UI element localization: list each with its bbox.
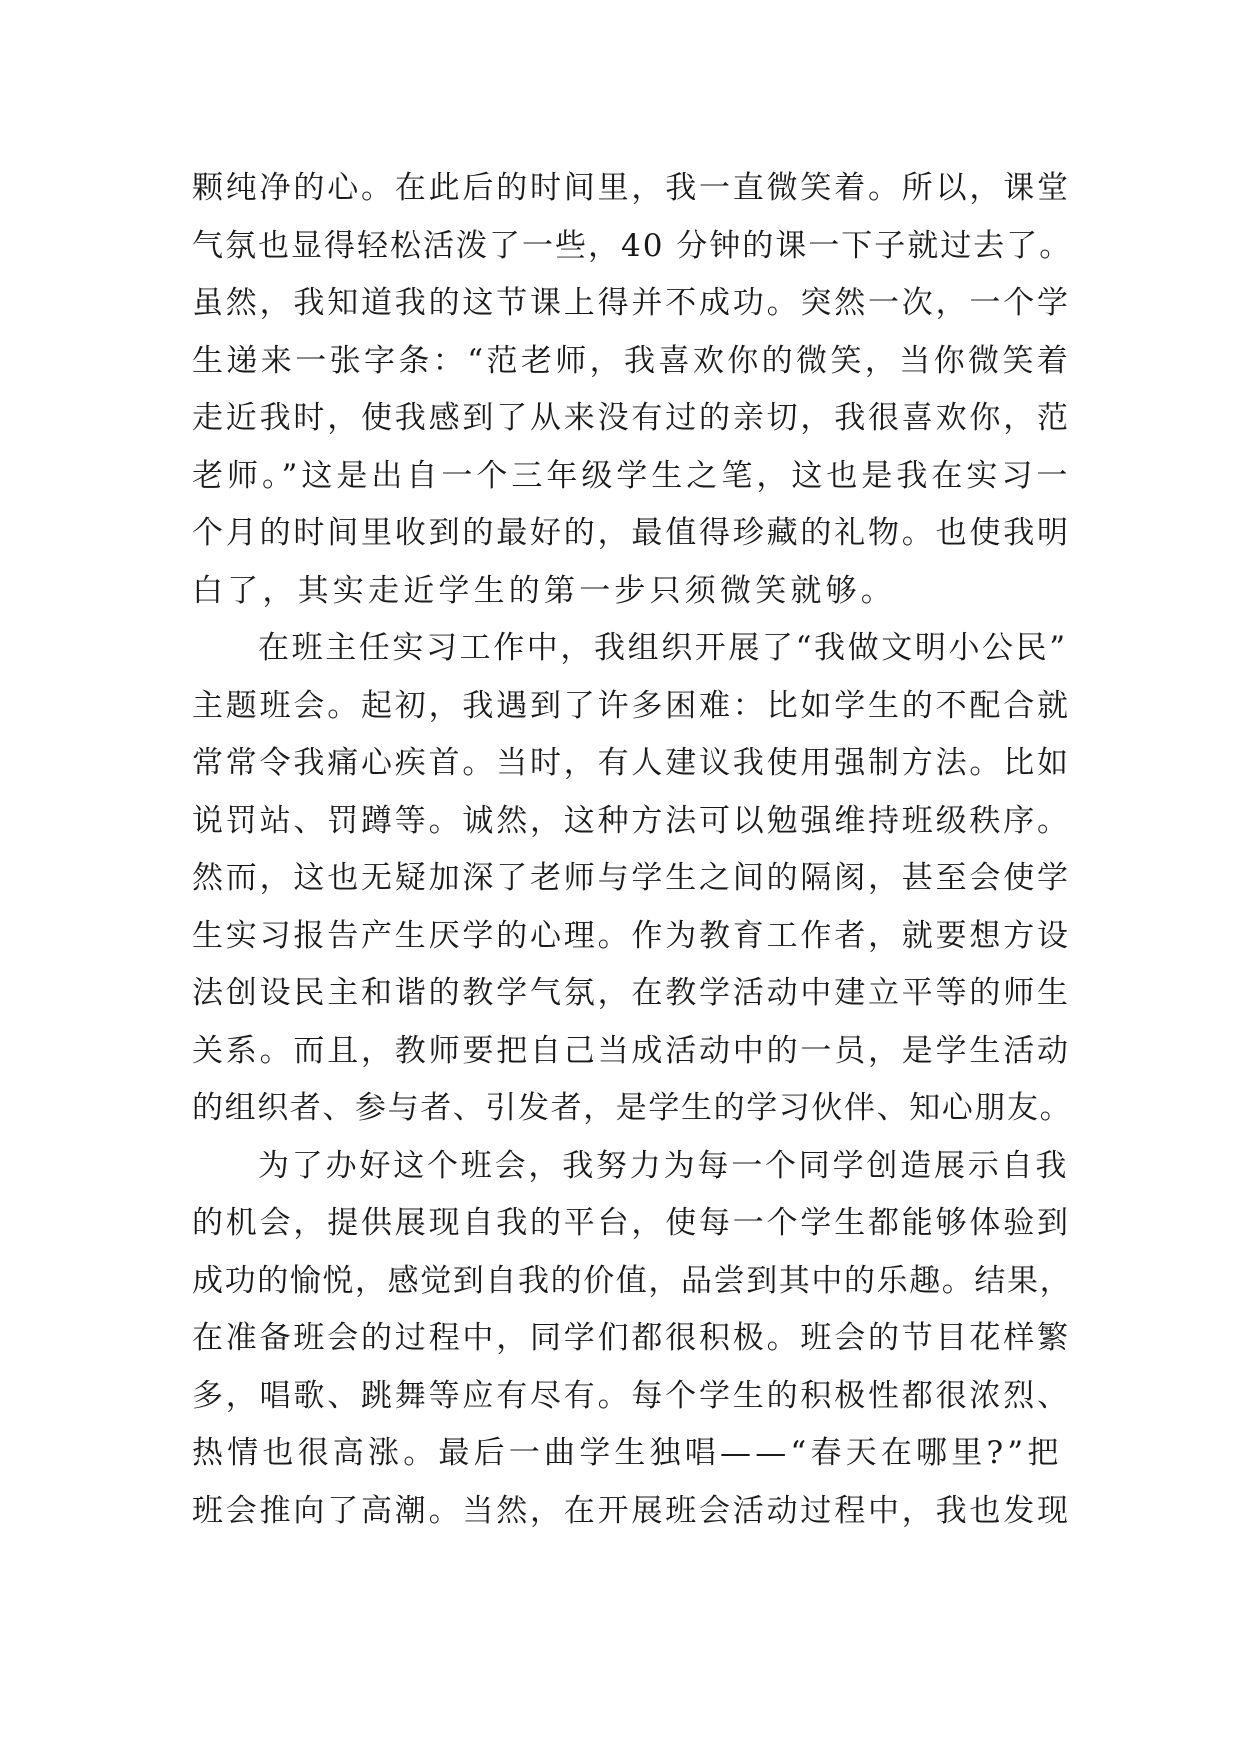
text-line: 走近我时，使我感到了从来没有过的亲切，我很喜欢你，范 <box>192 400 1071 436</box>
text-line: 法创设民主和谐的教学气氛，在教学活动中建立平等的师生 <box>192 975 1071 1011</box>
text-line: 多，唱歌、跳舞等应有尽有。每个学生的积极性都很浓烈、 <box>192 1377 1071 1414</box>
text-line: 在准备班会的过程中，同学们都很积极。班会的节目花样繁 <box>192 1320 1071 1356</box>
text-line: 常常令我痛心疾首。当时，有人建议我使用强制方法。比如 <box>192 745 1071 781</box>
text-line: 气氛也显得轻松活泼了一些，40 分钟的课一下子就过去了。 <box>192 227 1073 264</box>
body-text <box>192 160 1072 1540</box>
text-line: 主题班会。起初，我遇到了许多困难：比如学生的不配合就 <box>192 687 1071 724</box>
text-line: 的机会，提供展现自我的平台，使每一个学生都能够体验到 <box>192 1205 1071 1241</box>
text-line: 颗纯净的心。在此后的时间里，我一直微笑着。所以，课堂 <box>192 170 1071 206</box>
text-line: 然而，这也无疑加深了老师与学生之间的隔阂，甚至会使学 <box>192 860 1071 896</box>
paragraph-first-line: 在班主任实习工作中，我组织开展了“我做文明小公民” <box>258 630 1068 666</box>
text-line: 老师。”这是出自一个三年级学生之笔，这也是我在实习一 <box>192 457 1072 494</box>
text-line: 成功的愉悦，感觉到自我的价值，品尝到其中的乐趣。结果， <box>192 1262 1073 1299</box>
text-line: 关系。而且，教师要把自己当成活动中的一员，是学生活动 <box>192 1032 1071 1069</box>
text-line: 的组织者、参与者、引发者，是学生的学习伙伴、知心朋友。 <box>192 1090 1073 1126</box>
text-line: 个月的时间里收到的最好的，最值得珍藏的礼物。也使我明 <box>192 515 1071 551</box>
text-line: 虽然，我知道我的这节课上得并不成功。突然一次，一个学 <box>192 285 1071 321</box>
text-line: 热情也很高涨。最后一曲学生独唱——“春天在哪里?”把 <box>192 1435 1063 1471</box>
text-line: 白了，其实走近学生的第一步只须微笑就够。 <box>192 572 896 609</box>
text-line: 生实习报告产生厌学的心理。作为教育工作者，就要想方设 <box>192 917 1071 954</box>
text-line: 生递来一张字条：“范老师，我喜欢你的微笑，当你微笑着 <box>192 342 1072 379</box>
paragraph-first-line: 为了办好这个班会，我努力为每一个同学创造展示自我 <box>258 1147 1070 1184</box>
text-line: 说罚站、罚蹲等。诚然，这种方法可以勉强维持班级秩序。 <box>192 802 1071 839</box>
text-line: 班会推向了高潮。当然，在开展班会活动过程中，我也发现 <box>192 1492 1071 1529</box>
